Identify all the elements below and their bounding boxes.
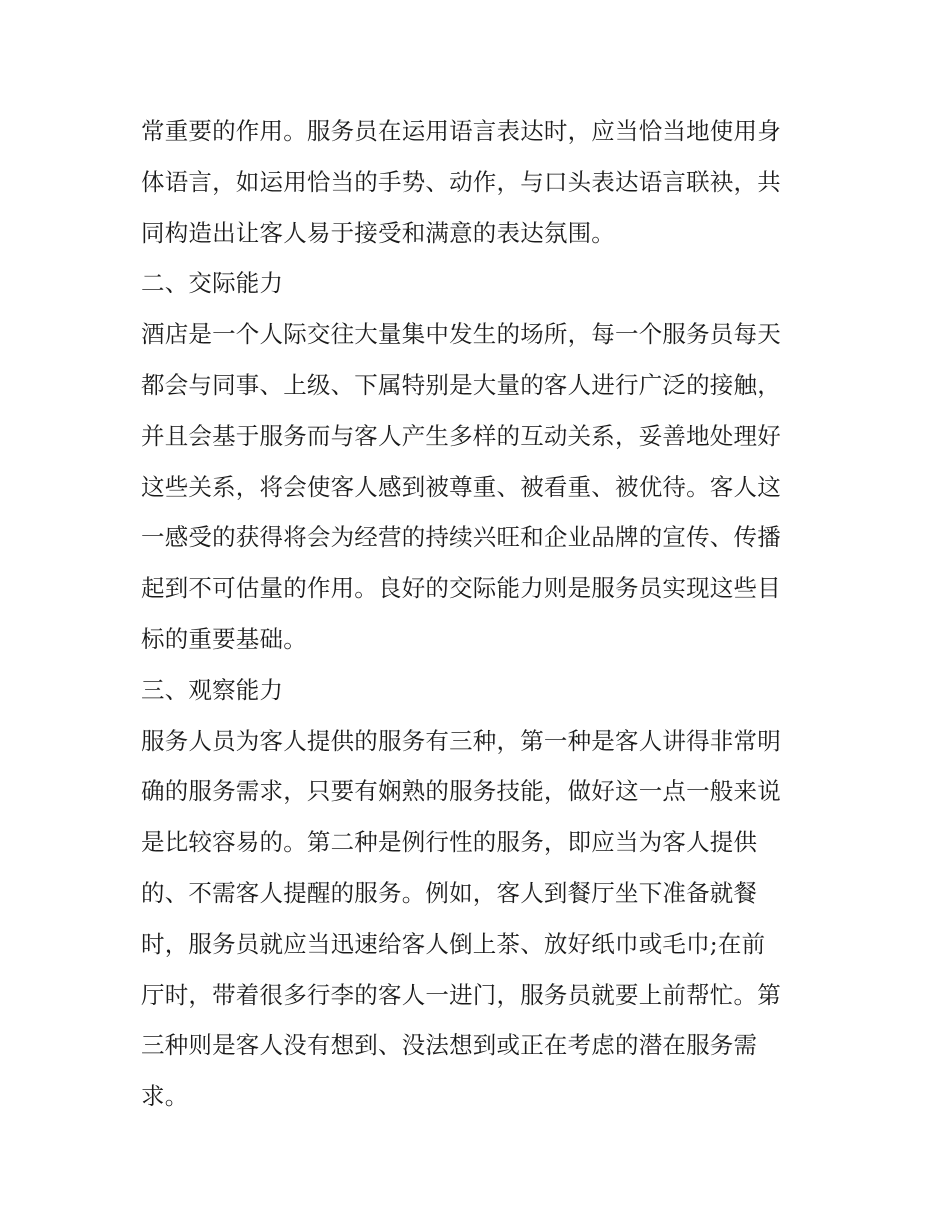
paragraph-line: 服务人员为客人提供的服务有三种，第一种是客人讲得非常明 xyxy=(141,726,781,755)
paragraph-line: 常重要的作用。服务员在运用语言表达时，应当恰当地使用身 xyxy=(141,117,781,145)
paragraph-line: 酒店是一个人际交往大量集中发生的场所，每一个服务员每天 xyxy=(141,320,781,349)
paragraph-line: 同构造出让客人易于接受和满意的表达氛围。 xyxy=(141,218,615,247)
section-heading: 二、交际能力 xyxy=(141,269,284,298)
paragraph-line: 这些关系，将会使客人感到被尊重、被看重、被优待。客人这 xyxy=(141,472,781,501)
paragraph-line: 确的服务需求，只要有娴熟的服务技能，做好这一点一般来说 xyxy=(141,777,781,806)
paragraph-line: 标的重要基础。 xyxy=(141,624,307,653)
paragraph-line: 体语言，如运用恰当的手势、动作，与口头表达语言联袂，共 xyxy=(141,167,781,196)
paragraph-line: 的、不需客人提醒的服务。例如，客人到餐厅坐下准备就餐 xyxy=(141,878,758,907)
paragraph-line: 并且会基于服务而与客人产生多样的互动关系，妥善地处理好 xyxy=(141,421,781,450)
paragraph-line: 时，服务员就应当迅速给客人倒上茶、放好纸巾或毛巾;在前 xyxy=(141,929,766,958)
paragraph-line: 是比较容易的。第二种是例行性的服务，即应当为客人提供 xyxy=(141,828,758,857)
paragraph-line: 都会与同事、上级、下属特别是大量的客人进行广泛的接触， xyxy=(141,370,781,399)
paragraph-line: 厅时，带着很多行李的客人一进门，服务员就要上前帮忙。第 xyxy=(141,980,781,1009)
document-body xyxy=(141,106,813,1122)
paragraph-line: 三种则是客人没有想到、没法想到或正在考虑的潜在服务需 xyxy=(141,1031,758,1060)
paragraph-line: 起到不可估量的作用。良好的交际能力则是服务员实现这些目 xyxy=(141,574,781,603)
section-heading: 三、观察能力 xyxy=(141,675,284,704)
paragraph-line: 一感受的获得将会为经营的持续兴旺和企业品牌的宣传、传播 xyxy=(141,523,781,552)
paragraph-line: 求。 xyxy=(141,1082,189,1111)
